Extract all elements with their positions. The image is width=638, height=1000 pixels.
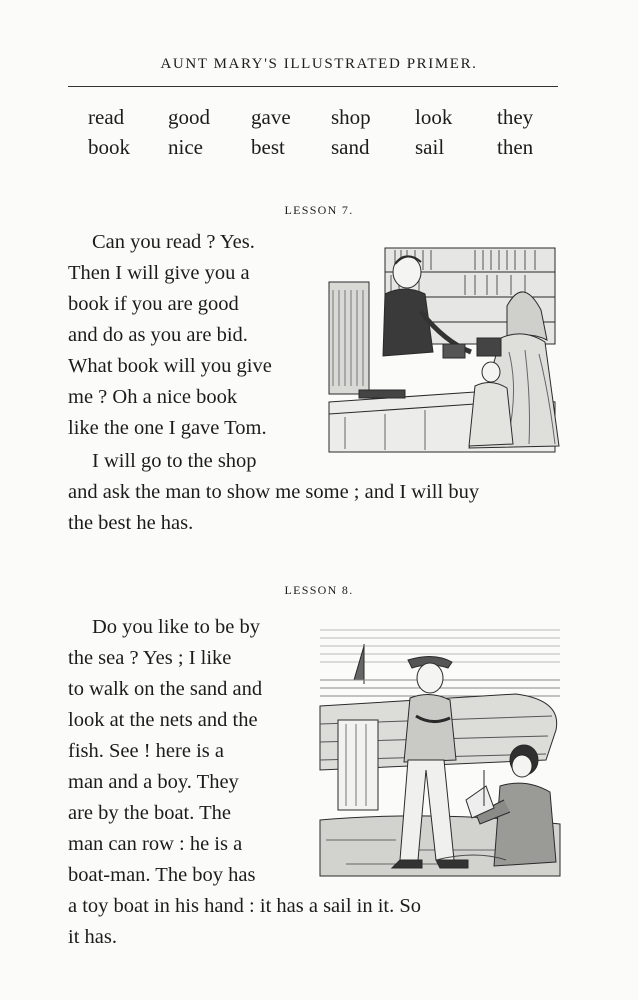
lesson-8-line: man can row : he is a xyxy=(68,833,243,855)
lesson-7-line: Can you read ? Yes. xyxy=(92,231,255,253)
lesson-8-line: it has. xyxy=(68,926,117,948)
word: shop xyxy=(331,105,371,129)
word: then xyxy=(497,135,534,159)
lesson-7-line: What book will you give xyxy=(68,355,272,377)
lesson-8-title: LESSON 8. xyxy=(284,583,354,597)
lesson-7-line: Then I will give you a xyxy=(68,262,250,284)
lesson-8-line: to walk on the sand and xyxy=(68,678,263,700)
lesson-8-line: are by the boat. The xyxy=(68,802,231,824)
lesson-7-line: and ask the man to show me some ; and I will buy xyxy=(68,481,480,503)
lesson-8-line: a toy boat in his hand : it has a sail in it. So xyxy=(68,895,422,917)
word: sail xyxy=(415,135,445,159)
word: look xyxy=(415,105,453,129)
spelling-word-list xyxy=(88,104,567,160)
lesson-8-line: Do you like to be by xyxy=(92,616,260,638)
word: good xyxy=(168,105,210,129)
word: read xyxy=(88,105,125,129)
lesson-8-line: the sea ? Yes ; I like xyxy=(68,647,232,669)
lesson-7-line: the best he has. xyxy=(68,512,194,534)
lesson-8-line: man and a boy. They xyxy=(68,771,239,793)
lesson-8-line: boat-man. The boy has xyxy=(68,864,256,886)
word: gave xyxy=(251,105,291,129)
word: nice xyxy=(168,135,203,159)
engraving-seaside-boat-scene-icon xyxy=(316,620,564,880)
lesson-8-line: look at the nets and the xyxy=(68,709,258,731)
lesson-7-line: book if you are good xyxy=(68,293,239,315)
lesson-7-line: and do as you are bid. xyxy=(68,324,248,346)
engraving-bookshop-scene-icon xyxy=(325,242,563,454)
running-header: AUNT MARY'S ILLUSTRATED PRIMER. xyxy=(160,56,478,72)
lesson-8-line: fish. See ! here is a xyxy=(68,740,224,762)
word: best xyxy=(251,135,285,159)
lesson-7-line: I will go to the shop xyxy=(92,450,257,472)
lesson-7-title: LESSON 7. xyxy=(284,203,354,217)
word: book xyxy=(88,135,130,159)
lesson-7-line: me ? Oh a nice book xyxy=(68,386,238,408)
word: they xyxy=(497,105,534,129)
lesson-7-line: like the one I gave Tom. xyxy=(68,417,267,439)
word: sand xyxy=(331,135,370,159)
header-rule xyxy=(68,86,558,87)
